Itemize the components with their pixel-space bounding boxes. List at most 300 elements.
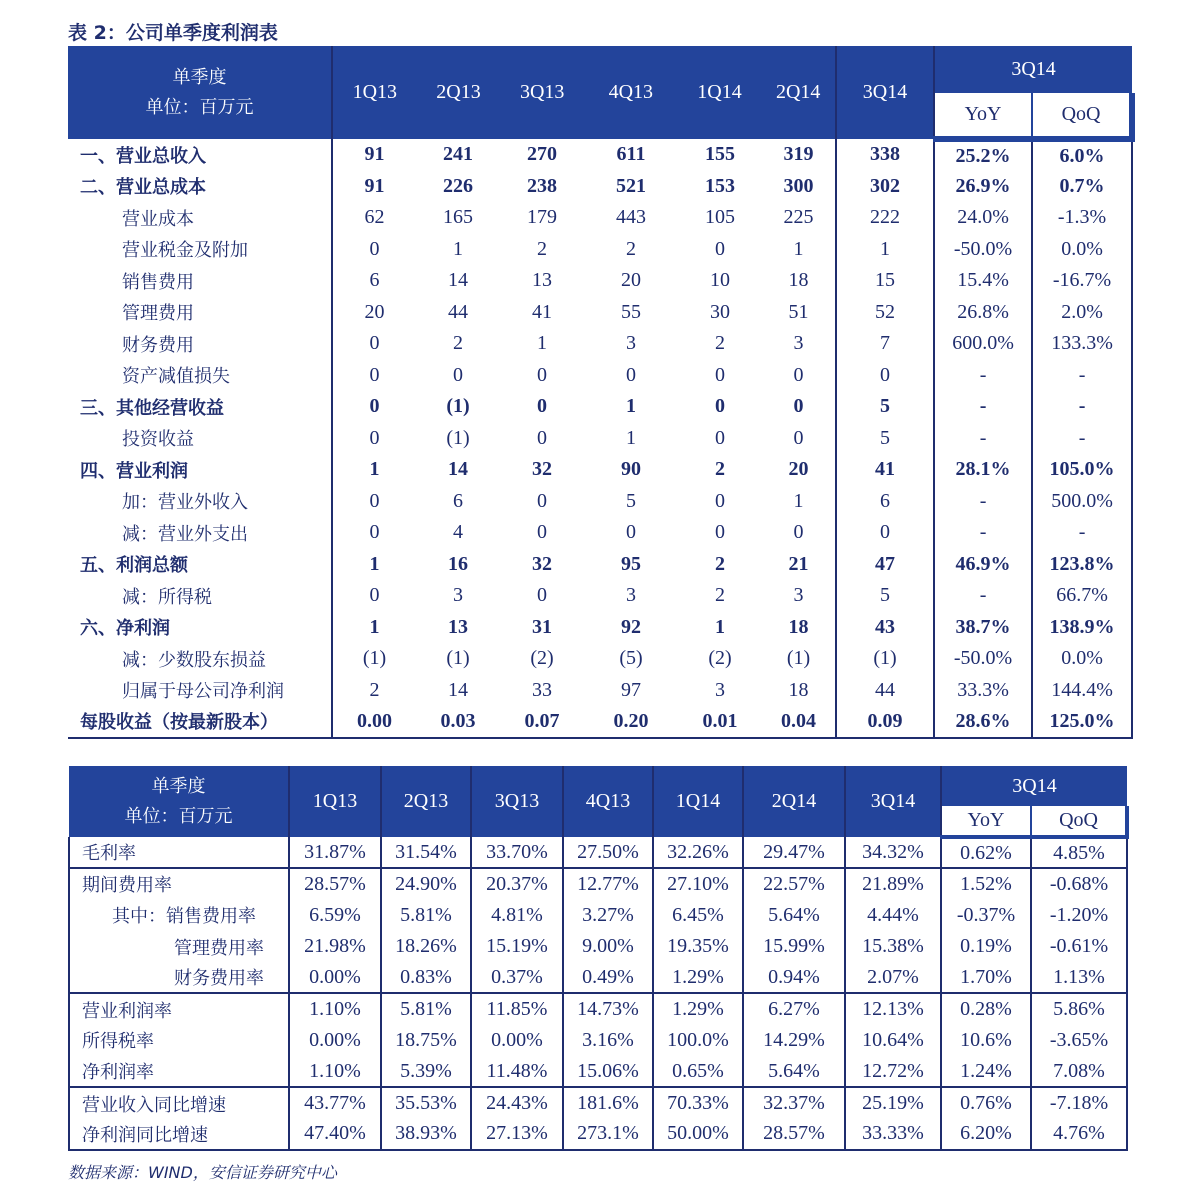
table-cell: 319 xyxy=(783,143,814,166)
header-title: 单季度 xyxy=(151,775,206,797)
qoq-header: QoQ xyxy=(1031,806,1127,837)
table-row xyxy=(69,1056,1127,1087)
table-cell: 1.29% xyxy=(653,962,743,993)
ratio-table xyxy=(68,766,1129,1151)
table-cell: 0 xyxy=(369,395,380,418)
table-cell: 2 xyxy=(369,678,380,701)
table-row xyxy=(69,900,1127,931)
table-cell: 0.09 xyxy=(836,706,934,738)
table-cell: 1.13% xyxy=(1031,962,1127,993)
table-cell: 19.35% xyxy=(653,931,743,962)
table-cell: 0 xyxy=(793,521,804,544)
table-cell: 18 xyxy=(788,269,809,292)
table-cell: -0.68% xyxy=(1031,868,1127,899)
quarter-header: 3Q13 xyxy=(519,81,565,103)
table-cell: 28.6% xyxy=(934,706,1032,738)
table-cell: 34.32% xyxy=(845,837,941,868)
table-cell: 20.37% xyxy=(471,868,563,899)
table-cell: 29.47% xyxy=(743,837,845,868)
table-cell: 133.3% xyxy=(1032,328,1132,360)
table-cell: 10.6% xyxy=(941,1025,1031,1056)
quarter-header: 2Q13 xyxy=(436,81,481,103)
row-label: 六、净利润 xyxy=(68,612,332,644)
table-cell: 33.33% xyxy=(845,1119,941,1150)
table-cell: -0.61% xyxy=(1031,931,1127,962)
table-cell: 4 xyxy=(453,521,463,544)
table-row xyxy=(68,517,1132,549)
table-cell: 92 xyxy=(621,615,641,638)
income-statement-body xyxy=(68,139,1132,738)
ratio-body xyxy=(69,837,1127,1150)
table-cell: 3.16% xyxy=(563,1025,653,1056)
row-label: 加：营业外收入 xyxy=(68,486,332,518)
table-cell: 0.00% xyxy=(471,1025,563,1056)
yoy-header: YoY xyxy=(941,806,1031,837)
table-cell: 1.52% xyxy=(941,868,1031,899)
row-label: 归属于母公司净利润 xyxy=(68,675,332,707)
group-header-3q14: 3Q14 xyxy=(941,766,1127,806)
table-cell: 5 xyxy=(626,489,636,512)
table-cell: 0 xyxy=(537,584,547,607)
table-cell: 3 xyxy=(715,678,725,701)
table-row xyxy=(68,454,1132,486)
table-cell: 5 xyxy=(836,580,934,612)
table-cell: 33.3% xyxy=(934,675,1032,707)
table-cell: 7 xyxy=(836,328,934,360)
table-cell: -16.7% xyxy=(1032,265,1132,297)
table-cell: 5.86% xyxy=(1031,993,1127,1024)
table-cell: 1.29% xyxy=(653,993,743,1024)
table-cell: 2.07% xyxy=(845,962,941,993)
row-label: 管理费用率 xyxy=(69,931,289,962)
row-label: 营业利润率 xyxy=(69,993,289,1024)
quarter-header: 3Q14 xyxy=(836,46,934,139)
table-cell: 0.07 xyxy=(500,706,584,738)
row-label: 四、营业利润 xyxy=(68,454,332,486)
table-row xyxy=(68,360,1132,392)
table-row xyxy=(68,643,1132,675)
table-cell: 1 xyxy=(836,234,934,266)
table-row xyxy=(68,675,1132,707)
table-row xyxy=(69,931,1127,962)
table-cell: 20 xyxy=(621,269,641,292)
table-cell: - xyxy=(934,423,1032,455)
table-cell: - xyxy=(934,360,1032,392)
table-cell: 14 xyxy=(448,458,468,481)
table-cell: 6 xyxy=(836,486,934,518)
table-row xyxy=(69,1025,1127,1056)
table-cell: 0 xyxy=(793,395,804,418)
table-cell: -1.20% xyxy=(1031,900,1127,931)
table-cell: - xyxy=(934,391,1032,423)
yoy-header: YoY xyxy=(934,93,1032,139)
table-cell: 0.19% xyxy=(941,931,1031,962)
table-cell: 100.0% xyxy=(653,1025,743,1056)
table-cell: 38.93% xyxy=(381,1119,471,1150)
table-cell: 4.44% xyxy=(845,900,941,931)
table-cell: 33.70% xyxy=(471,837,563,868)
table-cell: 1 xyxy=(369,615,380,638)
table-cell: (2) xyxy=(708,647,732,670)
table-cell: 0.00% xyxy=(289,962,381,993)
table-cell: 62 xyxy=(364,206,385,229)
table-cell: 4.85% xyxy=(1031,837,1127,868)
table-cell: - xyxy=(1032,391,1132,423)
quarter-header: 3Q14 xyxy=(845,766,941,837)
table-cell: 0.83% xyxy=(381,962,471,993)
table-cell: 0.65% xyxy=(653,1056,743,1087)
table-cell: 241 xyxy=(443,143,473,166)
table-cell: 12.72% xyxy=(845,1056,941,1087)
table-cell: 105.0% xyxy=(1032,454,1132,486)
table-cell: (1) xyxy=(362,647,387,670)
table-cell: 155 xyxy=(705,143,735,166)
table-cell: 44 xyxy=(448,300,468,323)
header-unit: 单位：百万元 xyxy=(124,805,233,827)
table-cell: 52 xyxy=(836,297,934,329)
table-cell: 179 xyxy=(527,206,557,229)
table-cell: 46.9% xyxy=(934,549,1032,581)
table-cell: 5.64% xyxy=(743,1056,845,1087)
table-cell: 28.1% xyxy=(934,454,1032,486)
table-cell: 1 xyxy=(626,426,636,449)
table-cell: - xyxy=(1032,360,1132,392)
table-cell: 31.54% xyxy=(381,837,471,868)
table-cell: -50.0% xyxy=(934,234,1032,266)
row-label: 三、其他经营收益 xyxy=(68,391,332,423)
table-cell: 5 xyxy=(836,423,934,455)
table-cell: 24.90% xyxy=(381,868,471,899)
table-cell: 15.19% xyxy=(471,931,563,962)
table-cell: 181.6% xyxy=(563,1087,653,1118)
table-cell: 2 xyxy=(537,237,547,260)
quarter-header-group xyxy=(332,46,836,139)
table-cell: 0.00 xyxy=(332,706,416,738)
table-cell: 3.27% xyxy=(563,900,653,931)
table-cell: 20 xyxy=(364,300,385,323)
table-caption: 表 2：公司单季度利润表 xyxy=(68,22,278,44)
table-cell: 6 xyxy=(369,269,380,292)
table-cell: 0.94% xyxy=(743,962,845,993)
table-cell: (1) xyxy=(446,395,470,418)
table-cell: 225 xyxy=(783,206,814,229)
header-title: 单季度 xyxy=(172,66,227,88)
table-cell: 1 xyxy=(626,395,636,418)
row-label: 减：所得税 xyxy=(68,580,332,612)
table-row xyxy=(68,171,1132,203)
table-cell: 0.01 xyxy=(678,706,762,738)
table-cell: 25.2% xyxy=(934,139,1032,171)
table-cell: 18 xyxy=(788,615,809,638)
quarter-header: 1Q13 xyxy=(289,766,381,837)
table-cell: 1 xyxy=(453,237,463,260)
quarter-header-row xyxy=(333,81,835,104)
table-cell: 0 xyxy=(626,363,636,386)
table-cell: 0.62% xyxy=(941,837,1031,868)
table-cell: 3 xyxy=(626,332,636,355)
table-cell: 27.50% xyxy=(563,837,653,868)
table-cell: 32.26% xyxy=(653,837,743,868)
table-cell: (2) xyxy=(530,647,554,670)
quarter-header: 2Q14 xyxy=(775,81,821,103)
income-statement-table xyxy=(68,46,1135,739)
table-cell: 18.26% xyxy=(381,931,471,962)
row-label: 五、利润总额 xyxy=(68,549,332,581)
table-cell: 273.1% xyxy=(563,1119,653,1150)
table-cell: 47.40% xyxy=(289,1119,381,1150)
table-cell: 0 xyxy=(715,395,725,418)
table-row xyxy=(69,993,1127,1024)
table-cell: 28.57% xyxy=(289,868,381,899)
quarter-header: 2Q13 xyxy=(381,766,471,837)
table-cell: 1.10% xyxy=(289,993,381,1024)
table-cell: 27.10% xyxy=(653,868,743,899)
table-row xyxy=(68,265,1132,297)
table-cell: 0.37% xyxy=(471,962,563,993)
table-cell: 0 xyxy=(715,237,725,260)
table-cell: 38.7% xyxy=(934,612,1032,644)
table-cell: 0 xyxy=(537,395,547,418)
row-label: 营业收入同比增速 xyxy=(69,1087,289,1118)
row-label: 管理费用 xyxy=(68,297,332,329)
table-row xyxy=(68,580,1132,612)
table-cell: 1.24% xyxy=(941,1056,1031,1087)
source-note: 数据来源：WIND，安信证券研究中心 xyxy=(68,1163,337,1182)
quarter-header: 1Q14 xyxy=(697,81,742,103)
table-cell: 0 xyxy=(537,521,547,544)
header-unit-cell xyxy=(69,766,289,837)
table-cell: 6.20% xyxy=(941,1119,1031,1150)
table-cell: 123.8% xyxy=(1032,549,1132,581)
table-cell: 9.00% xyxy=(563,931,653,962)
table-row xyxy=(68,202,1132,234)
table-cell: 5.81% xyxy=(381,900,471,931)
row-label: 减：少数股东损益 xyxy=(68,643,332,675)
quarter-header: 1Q13 xyxy=(352,81,398,103)
table-cell: 0 xyxy=(369,332,380,355)
table-cell: 90 xyxy=(621,458,641,481)
table-cell: -1.3% xyxy=(1032,202,1132,234)
header-unit-cell xyxy=(68,46,332,139)
table-cell: 4.81% xyxy=(471,900,563,931)
table-cell: 0 xyxy=(836,360,934,392)
table-cell: 43 xyxy=(836,612,934,644)
table-cell: 0 xyxy=(715,489,725,512)
table-cell: 153 xyxy=(705,174,735,197)
table-cell: 0.7% xyxy=(1032,171,1132,203)
table-cell: 500.0% xyxy=(1032,486,1132,518)
table-cell: - xyxy=(1032,517,1132,549)
table-cell: 222 xyxy=(836,202,934,234)
table-cell: -3.65% xyxy=(1031,1025,1127,1056)
table-cell: 10.64% xyxy=(845,1025,941,1056)
table-cell: 0 xyxy=(793,426,804,449)
table-cell: 4.76% xyxy=(1031,1119,1127,1150)
table-row xyxy=(68,139,1132,171)
table-cell: 15.06% xyxy=(563,1056,653,1087)
table-cell: 0 xyxy=(453,363,463,386)
table-cell: 28.57% xyxy=(743,1119,845,1150)
row-label: 净利润率 xyxy=(69,1056,289,1087)
table-cell: -0.37% xyxy=(941,900,1031,931)
table-cell: 0.03 xyxy=(416,706,500,738)
table-cell: 21 xyxy=(788,552,809,575)
table-cell: 30 xyxy=(710,300,730,323)
table-cell: 0 xyxy=(715,521,725,544)
table-row xyxy=(68,549,1132,581)
table-row xyxy=(68,423,1132,455)
table-cell: 14 xyxy=(448,678,468,701)
table-cell: 21.89% xyxy=(845,868,941,899)
table-cell: 43.77% xyxy=(289,1087,381,1118)
table-cell: 0 xyxy=(369,363,380,386)
table-cell: 2 xyxy=(626,237,636,260)
table-cell: 0.76% xyxy=(941,1087,1031,1118)
table-row xyxy=(68,297,1132,329)
table-cell: 125.0% xyxy=(1032,706,1132,738)
table-cell: 33 xyxy=(532,678,552,701)
table-row xyxy=(68,328,1132,360)
table-cell: 12.77% xyxy=(563,868,653,899)
table-cell: 70.33% xyxy=(653,1087,743,1118)
table-row xyxy=(68,234,1132,266)
quarter-header: 4Q13 xyxy=(608,81,654,103)
row-label: 营业税金及附加 xyxy=(68,234,332,266)
table-cell: 15.4% xyxy=(934,265,1032,297)
table-cell: 14.29% xyxy=(743,1025,845,1056)
table-cell: 0.0% xyxy=(1032,234,1132,266)
table-cell: 0 xyxy=(715,363,725,386)
table-cell: - xyxy=(934,517,1032,549)
table-cell: 47 xyxy=(836,549,934,581)
table-cell: 0 xyxy=(369,237,380,260)
table-cell: 6.0% xyxy=(1032,139,1132,171)
row-label: 其中：销售费用率 xyxy=(69,900,289,931)
row-label: 毛利率 xyxy=(69,837,289,868)
table-row xyxy=(69,837,1127,868)
table-row xyxy=(69,1087,1127,1118)
table-cell: 97 xyxy=(621,678,641,701)
table-cell: 5.39% xyxy=(381,1056,471,1087)
table-cell: 0 xyxy=(369,426,380,449)
table-cell: 338 xyxy=(836,139,934,171)
table-cell: 611 xyxy=(616,143,646,166)
row-label: 净利润同比增速 xyxy=(69,1119,289,1150)
table-cell: 0 xyxy=(715,426,725,449)
table-cell: 55 xyxy=(621,300,641,323)
table-cell: 138.9% xyxy=(1032,612,1132,644)
row-label: 每股收益（按最新股本） xyxy=(68,706,332,738)
table-cell: 3 xyxy=(453,584,463,607)
table-cell: 22.57% xyxy=(743,868,845,899)
table-cell: 0.00% xyxy=(289,1025,381,1056)
quarter-header: 1Q14 xyxy=(653,766,743,837)
table-cell: -7.18% xyxy=(1031,1087,1127,1118)
table-cell: 51 xyxy=(788,300,809,323)
table-cell: 26.9% xyxy=(934,171,1032,203)
table-cell: 32 xyxy=(532,458,552,481)
table-cell: 5 xyxy=(836,391,934,423)
table-cell: 7.08% xyxy=(1031,1056,1127,1087)
qoq-header: QoQ xyxy=(1032,93,1132,139)
table-cell: 21.98% xyxy=(289,931,381,962)
table-cell: 20 xyxy=(788,458,809,481)
table-cell: 11.85% xyxy=(471,993,563,1024)
table-cell: 31 xyxy=(532,615,552,638)
table-cell: 0 xyxy=(369,521,380,544)
table-cell: 1 xyxy=(715,615,725,638)
row-label: 一、营业总收入 xyxy=(68,139,332,171)
table-cell: 13 xyxy=(448,615,468,638)
table-row xyxy=(69,868,1127,899)
table-cell: 18.75% xyxy=(381,1025,471,1056)
table-cell: 600.0% xyxy=(934,328,1032,360)
table-cell: 0 xyxy=(836,517,934,549)
table-cell: 443 xyxy=(616,206,646,229)
table-cell: 302 xyxy=(836,171,934,203)
table-row xyxy=(68,391,1132,423)
table-cell: 24.43% xyxy=(471,1087,563,1118)
table-cell: 15 xyxy=(836,265,934,297)
quarter-header: 3Q13 xyxy=(471,766,563,837)
table-cell: 1 xyxy=(793,489,804,512)
table-cell: 12.13% xyxy=(845,993,941,1024)
row-label: 期间费用率 xyxy=(69,868,289,899)
table-cell: (1) xyxy=(446,426,470,449)
table-cell: 226 xyxy=(443,174,473,197)
table-cell: 0 xyxy=(369,584,380,607)
table-cell: 16 xyxy=(448,552,468,575)
table-cell: 2 xyxy=(715,458,725,481)
table-cell: 3 xyxy=(626,584,636,607)
table-cell: (1) xyxy=(446,647,470,670)
table-cell: (1) xyxy=(836,643,934,675)
table-cell: 14.73% xyxy=(563,993,653,1024)
table-cell: 13 xyxy=(532,269,552,292)
table-cell: 31.87% xyxy=(289,837,381,868)
table-cell: 10 xyxy=(710,269,730,292)
row-label: 二、营业总成本 xyxy=(68,171,332,203)
table-cell: 2.0% xyxy=(1032,297,1132,329)
table-cell: (1) xyxy=(786,647,811,670)
table-cell: 0.04 xyxy=(762,706,836,738)
table-cell: 44 xyxy=(836,675,934,707)
table-row xyxy=(68,486,1132,518)
table-cell: 6.27% xyxy=(743,993,845,1024)
table-cell: 105 xyxy=(705,206,735,229)
table-cell: -50.0% xyxy=(934,643,1032,675)
table-cell: 0.49% xyxy=(563,962,653,993)
table-cell: 2 xyxy=(715,332,725,355)
table-cell: 6 xyxy=(453,489,463,512)
table-cell: 1 xyxy=(793,237,804,260)
table-cell: - xyxy=(934,580,1032,612)
table-cell: 1 xyxy=(369,552,380,575)
table-cell: 15.99% xyxy=(743,931,845,962)
table-cell: 6.59% xyxy=(289,900,381,931)
table-cell: 41 xyxy=(532,300,552,323)
table-row xyxy=(69,962,1127,993)
table-cell: 2 xyxy=(715,584,725,607)
table-cell: 1.70% xyxy=(941,962,1031,993)
table-cell: 18 xyxy=(788,678,809,701)
table-cell: 32.37% xyxy=(743,1087,845,1118)
table-row xyxy=(68,706,1132,738)
table-cell: 15.38% xyxy=(845,931,941,962)
table-cell: 6.45% xyxy=(653,900,743,931)
row-label: 营业成本 xyxy=(68,202,332,234)
table-cell: 1 xyxy=(369,458,380,481)
